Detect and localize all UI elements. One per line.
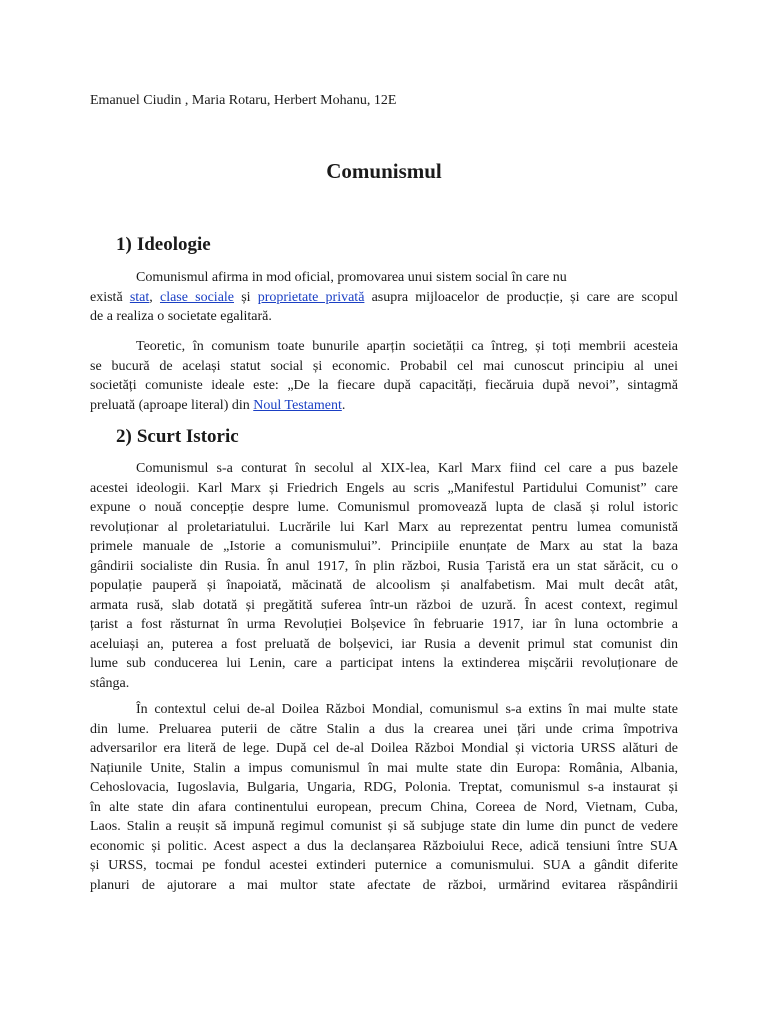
section-heading-ideologie [116,234,211,256]
text-line: Teoretic, în comunism toate bunurile aparțin societății ca întreg, și toți membrii acesteia [136,339,678,354]
link-proprietate-privata[interactable]: proprietate privată [257,289,365,305]
text-line: În contextul celui de-al Doilea Război Mondial, comunismul s-a extins în mai multe state [136,702,678,717]
text-line [90,288,678,308]
text-fragment: și [234,289,258,305]
text-line: se bucură de același statut social și economic. Probabil cel mai cunoscut principiu al unei [90,358,678,374]
authors-line: Emanuel Ciudin , Maria Rotaru, Herbert Mohanu, 12E [90,93,397,108]
section-title: Scurt Istoric [136,426,239,447]
text-line: țarist a fost răsturnat în urma Revoluției Bolșevice în februarie 1917, iar în luna octombrie a [90,617,678,632]
text-line: gândirii socialiste din Rusia. În anul 1917, în plin război, Rusia Țaristă era un stat sărăcit, cu o [90,558,678,574]
text-line: expune o nouă concepție despre lume. Comunismul promovează lupta de clasă și rolul istoric [90,500,678,515]
text-line: în alte state din afara continentului european, precum China, Coreea de Nord, Vietnam, Cuba, [90,799,678,815]
link-stat[interactable]: stat [129,289,150,305]
text-fragment: asupra mijloacelor de producție, și care are scopul [364,289,678,305]
paragraph-istoric-1 [90,459,678,693]
text-line: acestei ideologii. Karl Marx și Friedrich Engels au scris „Manifestul Partidului Comunist” care [90,480,678,496]
text-fragment: , [149,289,160,305]
link-clase-sociale[interactable]: clase sociale [159,289,235,305]
section-number: 2) [116,426,132,447]
text-line: economic și politic. Acest aspect a dus la declanșarea Războiului Rece, adică tensiuni între SUA [90,838,678,854]
text-fragment: . [341,397,346,413]
paragraph-ideologie-2 [90,337,678,415]
text-line: din lume. Preluarea puterii de către Stalin a dus la crearea unei țări unde crima împotriva [90,721,678,737]
text-line: Laos. Stalin a reușit să impună regimul comunist și să subjuge state din lume din punct de vedere [90,819,678,834]
text-fragment: există [90,289,130,305]
text-line: populație pauperă și înapoiată, măcinată de alcoolism și analfabetism. Mai mult decât atât, [90,578,678,593]
link-noul-testament[interactable]: Noul Testament [253,397,342,413]
section-heading-scurt-istoric [116,426,239,448]
text-line: societăți comuniste ideale este: „De la fiecare după capacități, fiecăruia după nevoi”, sintagmă [90,378,678,393]
section-number: 1) [116,234,132,255]
text-line: lume sub conducerea lui Lenin, care a participat intens la extinderea mișcării revoluționare de [90,656,678,671]
text-line: adversarilor era literă de lege. După cel de-al Doilea Război Mondial și victoria URSS alături de [90,741,678,756]
text-line: Comunismul afirma in mod oficial, promovarea unui sistem social în care nu [136,270,567,285]
text-line: primele manuale de „Istorie a comunismului”. Principiile enunțate de Marx au stat la baza [90,539,678,554]
section-title: Ideologie [136,234,211,255]
text-line: armata rusă, slab dotată și pregătită suferea într-un război de uzură. În acest context, regimul [90,597,678,613]
text-line [90,396,678,416]
text-line: de a realiza o societate egalitară. [90,309,272,324]
text-fragment: preluată (aproape literal) din [90,397,254,413]
text-line: Națiunile Unite, Stalin a impus comunismul în mai multe state din Europa: România, Albania, [90,760,678,776]
paragraph-istoric-2 [90,700,678,895]
page-title: Comunismul [326,159,442,183]
text-line: Cehoslovacia, Iugoslavia, Bulgaria, Ungaria, RDG, Polonia. Treptat, comunismul s-a instaurat și [90,780,678,795]
text-line: și URSS, tocmai pe fondul acestei extinderi puternice a comunismului. SUA a gândit diferite [90,858,678,873]
text-line: planuri de ajutorare a mai multor state afectate de război, urmărind evitarea răspândirii [90,877,678,893]
paragraph-ideologie-1 [90,268,678,327]
text-line: Comunismul s-a conturat în secolul al XIX-lea, Karl Marx fiind cel care a pus bazele [136,461,678,476]
text-line: stânga. [90,675,130,691]
text-line: aceluiași an, puterea a fost preluată de bolșevici, iar Rusia a devenit primul stat comunist din [90,636,678,652]
text-line: revoluționar al proletariatului. Lucrările lui Karl Marx au reprezentat pentru lumea comunistă [90,519,678,535]
